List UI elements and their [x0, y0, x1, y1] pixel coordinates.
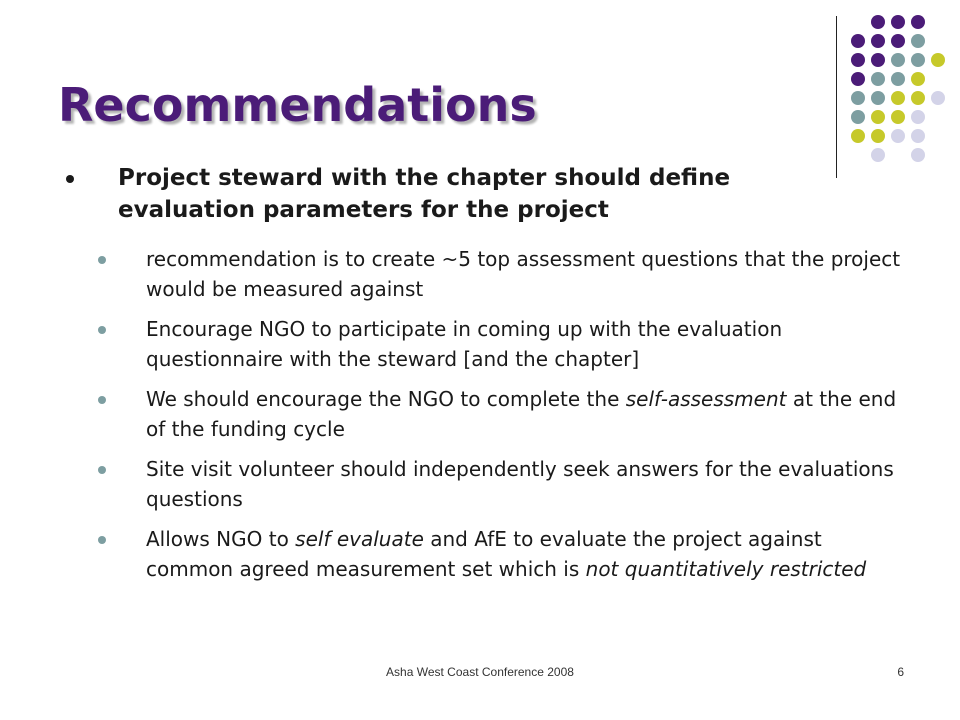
decorative-dot	[871, 148, 885, 162]
decorative-dot	[851, 91, 865, 105]
sub-bullet-4	[146, 454, 906, 514]
emphasized-text: self-assessment	[625, 387, 787, 411]
page-number: 6	[897, 665, 904, 679]
decorative-dot	[871, 72, 885, 86]
decorative-dot	[891, 53, 905, 67]
sub-bullet-text	[146, 387, 896, 441]
slide-title: Recommendations	[58, 78, 537, 132]
decorative-dot	[891, 15, 905, 29]
decorative-dot	[911, 110, 925, 124]
decorative-dot	[871, 34, 885, 48]
decorative-dot	[911, 148, 925, 162]
sub-bullet-text	[146, 317, 782, 371]
decorative-dot	[911, 34, 925, 48]
text-segment: Allows NGO to	[146, 527, 296, 551]
decorative-dot	[871, 15, 885, 29]
decorative-dot	[871, 53, 885, 67]
main-bullet-text: Project steward with the chapter should define evaluation parameters for the project	[118, 165, 731, 223]
sub-bullet-text	[146, 527, 866, 581]
bullet-dot	[98, 256, 106, 264]
bullet-dot	[98, 536, 106, 544]
sub-bullet-3	[146, 384, 906, 444]
decorative-dot	[891, 110, 905, 124]
decorative-dot	[871, 129, 885, 143]
vertical-divider	[836, 16, 837, 178]
bullet-dot	[98, 326, 106, 334]
decorative-dot	[891, 72, 905, 86]
decorative-dot	[891, 91, 905, 105]
decorative-dot	[911, 15, 925, 29]
sub-bullet-text	[146, 247, 900, 301]
decorative-dot	[851, 72, 865, 86]
decorative-dot	[891, 129, 905, 143]
text-segment: We should encourage the NGO to complete the	[146, 387, 626, 411]
sub-bullet-text	[146, 457, 894, 511]
emphasized-text: self evaluate	[295, 527, 424, 551]
decorative-dot	[851, 110, 865, 124]
decorative-dot	[891, 34, 905, 48]
decorative-dot	[851, 129, 865, 143]
text-segment: at the end of the funding cycle	[146, 387, 897, 441]
text-segment: recommendation is to create ~5 top assessment questions that the project would be measured against	[146, 247, 901, 301]
text-segment: Encourage NGO to participate in coming up with the evaluation questionnaire with the steward [and the chapter]	[146, 317, 783, 371]
decorative-dot	[851, 53, 865, 67]
sub-bullet-5	[146, 524, 906, 584]
text-segment: Site visit volunteer should independently seek answers for the evaluations questions	[146, 457, 894, 511]
decorative-dot	[911, 72, 925, 86]
bullet-dot	[66, 175, 74, 183]
decorative-dot	[871, 91, 885, 105]
bullet-dot	[98, 396, 106, 404]
decorative-dot	[911, 53, 925, 67]
emphasized-text: not quantitatively restricted	[585, 557, 867, 581]
decorative-dot	[871, 110, 885, 124]
sub-bullet-1	[146, 244, 906, 304]
footer-text: Asha West Coast Conference 2008	[386, 665, 574, 679]
main-bullet	[118, 162, 838, 226]
decorative-dot	[911, 129, 925, 143]
text-segment: and AfE to evaluate the project against common agreed measurement set which is	[146, 527, 822, 581]
bullet-dot	[98, 466, 106, 474]
decorative-dot	[911, 91, 925, 105]
sub-bullet-2	[146, 314, 906, 374]
decorative-dot	[851, 34, 865, 48]
decorative-dot	[931, 53, 945, 67]
decorative-dot	[931, 91, 945, 105]
